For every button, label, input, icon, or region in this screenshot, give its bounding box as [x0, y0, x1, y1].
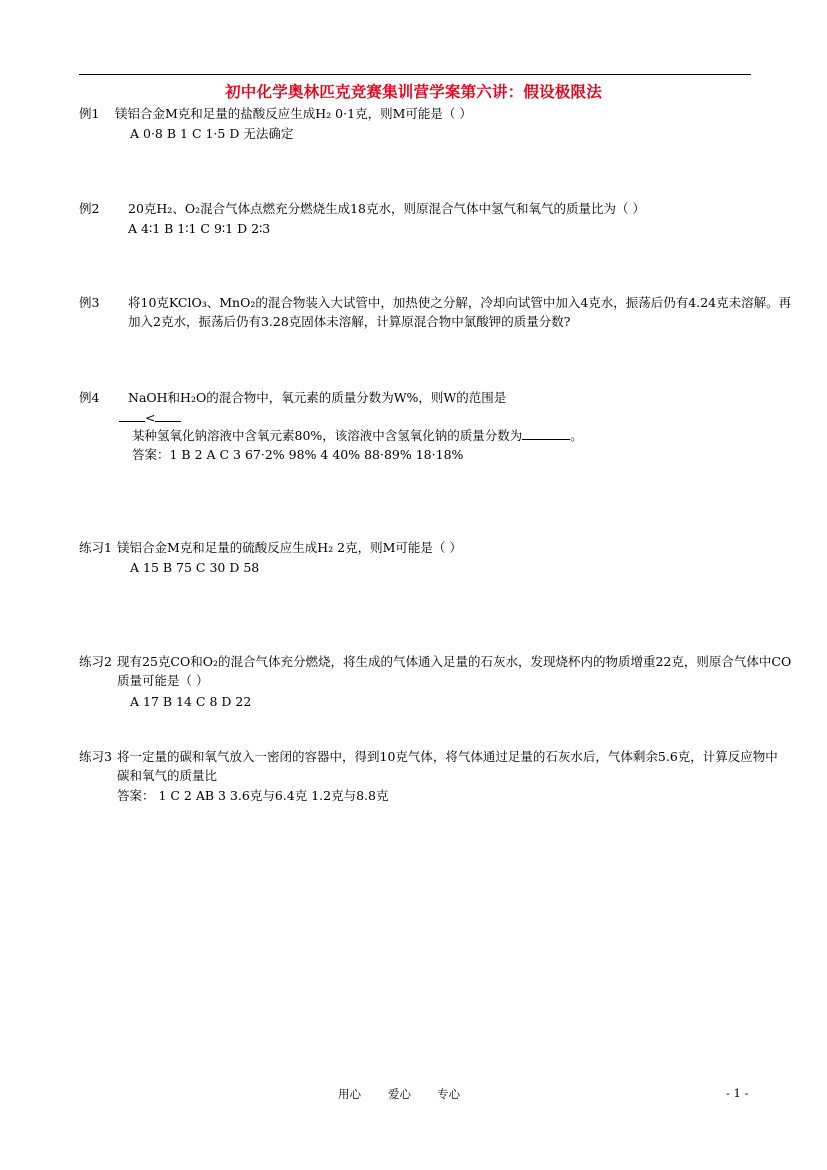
practice-answer: 答案： 1 C 2 AB 3 3.6克与6.4克 1.2克与8.8克	[117, 788, 389, 803]
answer-blank	[522, 427, 570, 440]
example-2-options: A 4∶1 B 1∶1 C 9∶1 D 2∶3	[128, 221, 271, 236]
example-4-tag: 例4	[79, 390, 100, 405]
footer-item: 专心	[437, 1087, 460, 1101]
answer-blank	[119, 409, 145, 422]
practice-3-line-2: 碳和氧气的质量比	[117, 768, 218, 783]
footer-item: 爱心	[388, 1087, 411, 1101]
practice-1-options: A 15 B 75 C 30 D 58	[130, 560, 260, 575]
example-4-question: NaOH和H₂O的混合物中，氧元素的质量分数为W%，则W的范围是	[128, 390, 507, 405]
practice-1-question: 镁铝合金M克和足量的硫酸反应生成H₂ 2克，则M可能是（ ）	[117, 540, 462, 555]
footer-item: 用心	[338, 1087, 361, 1101]
example-1-tag: 例1	[79, 106, 100, 121]
example-2-tag: 例2	[79, 201, 100, 216]
practice-3-tag: 练习3	[79, 749, 112, 764]
example-4-range	[119, 409, 181, 426]
practice-2-options: A 17 B 14 C 8 D 22	[130, 694, 252, 709]
sub-question-end: 。	[570, 428, 583, 443]
example-3-tag: 例3	[79, 295, 100, 310]
page-number: - 1 -	[726, 1086, 749, 1100]
example-1-question: 镁铝合金M克和足量的盐酸反应生成H₂ 0·1克，则M可能是（ ）	[115, 106, 472, 121]
practice-2-line-1: 现有25克CO和O₂的混合气体充分燃烧，将生成的气体通入足量的石灰水，发现烧杯内的物质增重22克，则原合气体中CO	[117, 654, 792, 669]
page-title: 初中化学奥林匹克竞赛集训营学案第六讲：假设极限法	[225, 82, 602, 101]
example-4-sub-question	[132, 427, 583, 444]
answer-blank	[155, 409, 181, 422]
practice-2-tag: 练习2	[79, 654, 112, 669]
examples-answer: 答案：1 B 2 A C 3 67·2% 98% 4 40% 88·89% 18·18%	[132, 447, 464, 462]
example-1-options: A 0·8 B 1 C 1·5 D 无法确定	[130, 126, 294, 141]
header-rule	[79, 74, 751, 75]
practice-2-line-2: 质量可能是（ ）	[117, 673, 209, 688]
sub-question-text: 某种氢氧化钠溶液中含氧元素80%，该溶液中含氢氧化钠的质量分数为	[132, 428, 523, 443]
practice-3-line-1: 将一定量的碳和氧气放入一密闭的容器中，得到10克气体，将气体通过足量的石灰水后，气体剩余5.6克，计算反应物中	[117, 749, 778, 764]
practice-1-tag: 练习1	[79, 540, 112, 555]
example-3-line-2: 加入2克水，振荡后仍有3.28克固体未溶解，计算原混合物中氯酸钾的质量分数?	[128, 314, 571, 329]
example-3-line-1: 将10克KClO₃、MnO₂的混合物装入大试管中，加热使之分解，冷却向试管中加入4克水，振荡后仍有4.24克未溶解。再	[128, 295, 792, 310]
less-than-symbol: <	[145, 410, 156, 425]
example-2-question: 20克H₂、O₂混合气体点燃充分燃烧生成18克水，则原混合气体中氢气和氧气的质量比为（ ）	[128, 201, 645, 216]
